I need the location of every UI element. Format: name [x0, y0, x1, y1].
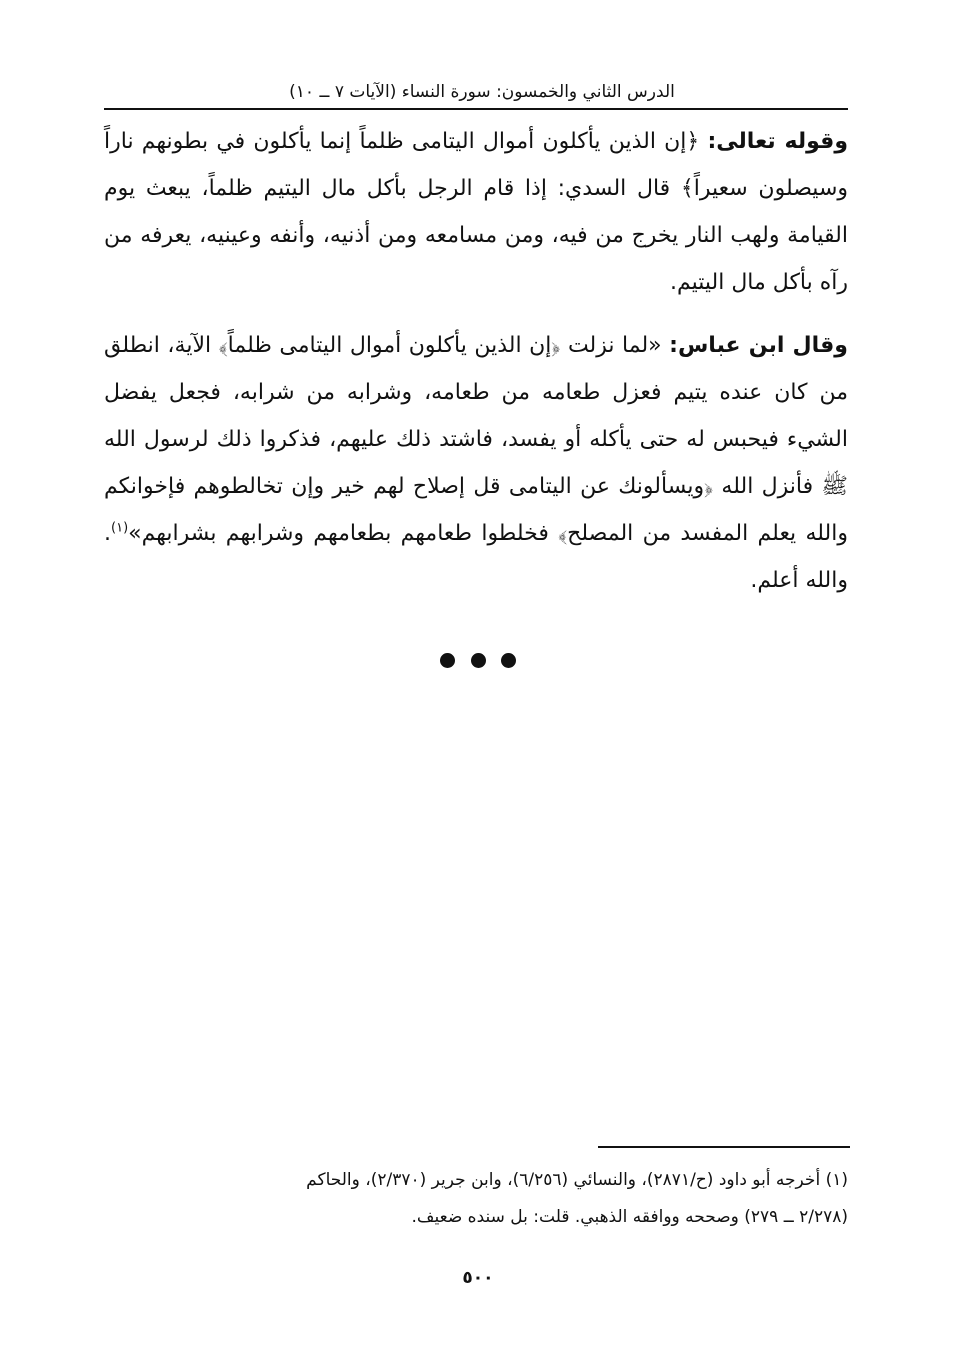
footnote-rule [598, 1146, 850, 1148]
paragraph-2-closing: . والله أعلم. [104, 521, 848, 593]
footnote [104, 1162, 848, 1236]
footnote-line-1: (١) أخرجه أبو داود (ح/٢٨٧١)، والنسائي (٦/٢٥٦)، وابن جرير (٢/٣٧٠)، والحاكم [306, 1170, 848, 1190]
running-header: الدرس الثاني والخمسون: سورة النساء (الآيات ٧ ــ ١٠) [289, 82, 675, 102]
paragraph-1-lead: وقوله تعالى: [707, 129, 849, 154]
separator-dot [440, 653, 455, 668]
main-text [104, 118, 848, 604]
paragraph-1 [104, 118, 848, 306]
paragraph-2 [104, 322, 848, 604]
separator-dot [471, 653, 486, 668]
page-number: ٥٠٠ [462, 1268, 494, 1288]
footnote-line-2: (٢/٢٧٨ ــ ٢٧٩) وصححه ووافقه الذهبي. قلت: بل سنده ضعيف. [411, 1207, 848, 1227]
paragraph-1-body: ﴿إن الذين يأكلون أموال اليتامى ظلماً إنما يأكلون في بطونهم ناراً وسيصلون سعيراً﴾ قال السدي: إذا قام الرجل بأكل مال اليتيم ظلماً، يبعث يوم القيامة ولهب النار يخرج من فيه، ومن مسامعه ومن أذنيه، وأنفه وعينيه، يعرفه من رآه بأكل مال اليتيم. [104, 129, 848, 295]
section-separator [440, 652, 516, 668]
paragraph-2-lead: وقال ابن عباس: [669, 333, 848, 358]
paragraph-2-body: «لما نزلت ﴿إن الذين يأكلون أموال اليتامى ظلماً﴾ الآية، انطلق من كان عنده يتيم فعزل طعامه من طعامه، وشرابه من شرابه، فجعل يفضل الشيء فيحبس له حتى يأكله أو يفسد، فاشتد ذلك عليهم، فذكروا ذلك لرسول الله ﷺ فأنزل الله ﴿ويسألونك عن اليتامى قل إصلاح لهم خير وإن تخالطوهم فإخوانكم والله يعلم المفسد من المصلح﴾ فخلطوا طعامهم بطعامهم وشرابهم بشرابهم» [104, 333, 848, 546]
separator-dot [501, 653, 516, 668]
footnote-reference[interactable]: (١) [111, 520, 129, 536]
header-rule [104, 108, 848, 110]
